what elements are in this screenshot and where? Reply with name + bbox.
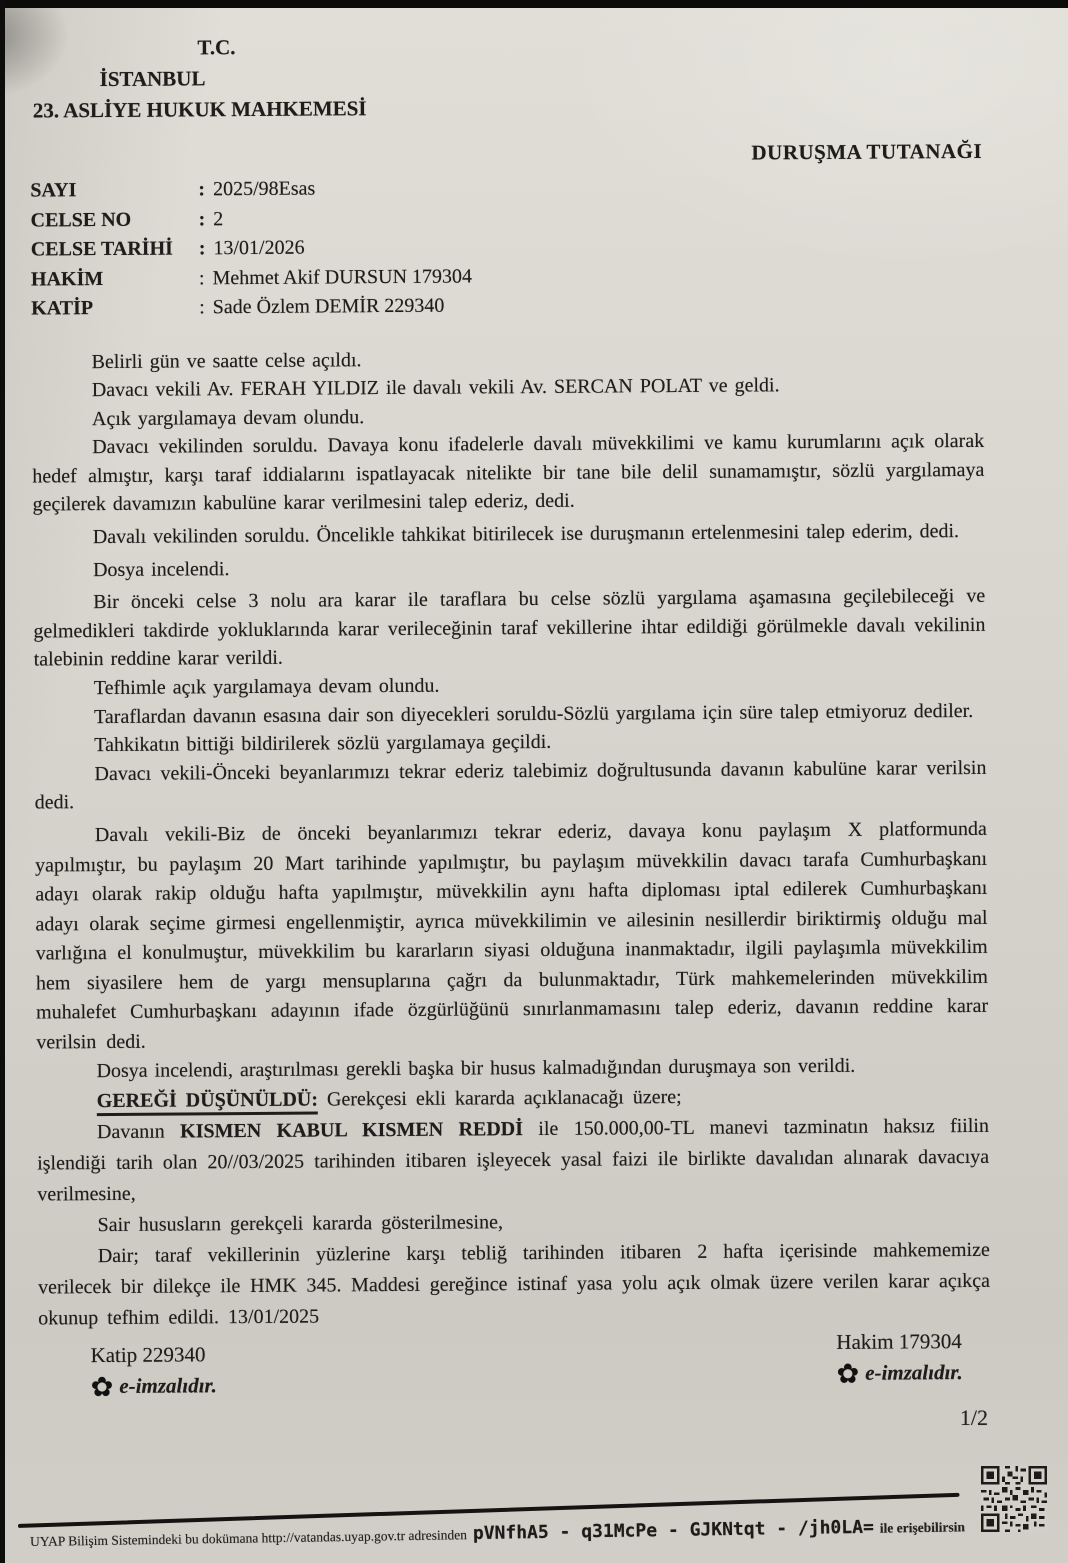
judge-title: Hakim 179304: [836, 1328, 962, 1354]
footer-access-suffix: ile erişebilirsin: [879, 1519, 966, 1536]
judge-esign-label: e-imzalıdır.: [865, 1360, 963, 1385]
decision-prefix: Davanın: [96, 1120, 181, 1143]
field-separator: :: [198, 178, 206, 201]
page-number: 1/2: [959, 1405, 988, 1430]
field-label: KATİP: [31, 297, 94, 320]
body-paragraph: Davacı vekilinden soruldu. Davaya konu ifadelerle davalı müvekkilimi ve kamu kurumlarını açık olarak hedef almıştır, karşı taraf iddialarını ispatlayacak nitelikte bir tane bile delil sunamamıştır, sözlü yargılamaya geçilerek davamızın kabulüne karar verilmesini talep ederiz, dedi.: [32, 430, 985, 516]
body-paragraph: Davalı vekilinden soruldu. Öncelikle tahkikat bitirilecek ise duruşmanın ertelenmesini talep ederim, dedi.: [92, 520, 960, 549]
minutes-body: [31, 341, 990, 1334]
body-paragraph: Davacı vekili Av. FERAH YILDIZ ile davalı vekili Av. SERCAN POLAT ve geldi.: [91, 374, 780, 402]
scan-edge-left: [0, 0, 5, 1563]
clerk-signature: [90, 1339, 216, 1400]
body-paragraph: Dosya incelendi.: [92, 557, 230, 581]
clerk-esign-row: [91, 1373, 217, 1400]
signature-block: [38, 1328, 990, 1402]
body-paragraph: Açık yargılamaya devam olundu.: [91, 405, 365, 430]
case-fields: [30, 170, 983, 324]
document-title: DURUŞMA TUTANAĞI: [751, 138, 983, 165]
document-content: [1, 4, 1068, 1400]
field-value: 13/01/2026: [213, 236, 305, 260]
court-name: 23. ASLİYE HUKUK MAHKEMESİ: [32, 96, 367, 123]
ruling-heading-rest: Gerekçesi ekli kararda açıklanacağı üzere;: [317, 1085, 682, 1111]
field-value: 2: [213, 207, 224, 230]
e-seal-icon: ✿: [90, 1371, 114, 1402]
ruling-sair-line: Sair hususların gerekçeli kararda gösterilmesine,: [97, 1210, 503, 1236]
court-header: [29, 27, 982, 127]
field-label: CELSE NO: [30, 208, 132, 232]
judge-signature: [836, 1326, 963, 1395]
field-label: HAKİM: [30, 267, 104, 291]
body-paragraph: Bir önceki celse 3 nolu ara karar ile taraflara bu celse sözlü yargılama aşamasına geçilebileceği ve gelmedikleri takdirde yokluklarında karar verileceğinin taraf vekillerine ihtar edildiği görülmekle davalı vekilinin talebinin reddine karar verildi.: [33, 585, 986, 671]
body-paragraph: Davacı vekili-Önceki beyanlarımızı tekrar ederiz talebimiz doğrultusunda davanın kabulüne karar verilsin dedi.: [34, 756, 987, 814]
field-separator: :: [198, 207, 206, 230]
body-paragraph: Davalı vekili-Biz de önceki beyanlarımızı tekrar ederiz, davaya konu paylaşım X platformunda yapılmıştır, bu paylaşım 20 Mart tarihinde yapılmıştır, bu paylaşım müvekkilin davacı tarafa Cumhurbaşkanı adayı olarak rakip olduğu hafta yapılmıştır, müvekkilin aynı hafta diploması iptal edilerek Cumhurbaşkanı adayı olarak seçime girmesi engellenmiştir, ayrıca müvekkilimin ve ailesinin nesillerdir biriktirmiş olduğu mal varlığına el konulmuştur, müvekkilim bu kararların siyasi olduğuna inanmaktadır, ilgili paylaşımla müvekkilim hem siyasilere hem de yargı mensuplarına çağrı da bulunmaktadır, Türk mahkemelerinden müvekkilim muhalefet Cumhurbaşkanı adayının ifade özgürlüğünü sınırlanmamasını talep ederiz, davanın reddine karar verilsin dedi.: [35, 817, 989, 1054]
republic-abbrev: T.C.: [197, 35, 236, 60]
field-value: Mehmet Akif DURSUN 179304: [212, 264, 473, 289]
field-separator: :: [198, 266, 205, 289]
body-paragraph: Tahkikatın bittiği bildirilerek sözlü yargılamaya geçildi.: [94, 731, 552, 757]
court-city: İSTANBUL: [99, 66, 206, 92]
decision-rest: ile 150.000,00-TL manevi tazminatın haksız fiilin işlendiği tarih olan 20//03/2025 tarihinden itibaren işleyecek yasal faizi ile birlikte davalıdan alınarak davacıya verilmesine,: [37, 1114, 990, 1206]
ruling-decision-line: [37, 1110, 990, 1210]
field-katip: [31, 288, 983, 324]
field-separator: :: [199, 296, 205, 319]
field-value: Sade Özlem DEMİR 229340: [212, 294, 445, 319]
field-label: CELSE TARİHİ: [30, 237, 173, 261]
body-paragraph: Tefhimle açık yargılamaya devam olundu.: [93, 674, 440, 700]
ruling-heading: GEREĞİ DÜŞÜNÜLDÜ:: [97, 1088, 318, 1116]
judge-esign-row: [837, 1360, 963, 1387]
clerk-esign-label: e-imzalıdır.: [119, 1373, 217, 1399]
scan-edge-top: [0, 0, 1068, 8]
clerk-title: Katip 229340: [90, 1341, 206, 1367]
field-label: SAYI: [30, 179, 77, 202]
footer-access-prefix: UYAP Bilişim Sistemindeki bu dokümana http://vatandas.uyap.gov.tr adresinden: [29, 1527, 468, 1549]
footer-access-code: pVNfhA5 - q31McPe - GJKNtqt - /jh0LA=: [472, 1516, 874, 1545]
field-value: 2025/98Esas: [212, 177, 316, 201]
body-paragraph: Belirli gün ve saatte celse açıldı.: [91, 348, 362, 373]
decision-verdict: KISMEN KABUL KISMEN REDDİ: [180, 1117, 524, 1143]
field-separator: :: [198, 237, 206, 260]
e-seal-icon: ✿: [836, 1358, 860, 1389]
body-paragraph: Dosya incelendi, araştırılması gerekli başka bir husus kalmadığından duruşmaya son verildi.: [96, 1054, 856, 1083]
body-paragraph: Taraflardan davanın esasına dair son diyecekleri soruldu-Sözlü yargılama için süre talep etmiyoruz dediler.: [93, 699, 974, 728]
ruling-dair-line: Dair; taraf vekillerinin yüzlerine karşı tebliğ tarihinden itibaren 2 hafta içerisinde mahkememize verilecek bir dilekçe ile HMK 345. Maddesi gereğince istinaf yasa yolu açık olmak üzere verilen karar açıkça okunup tefhim edildi. 13/01/2025: [37, 1238, 991, 1330]
